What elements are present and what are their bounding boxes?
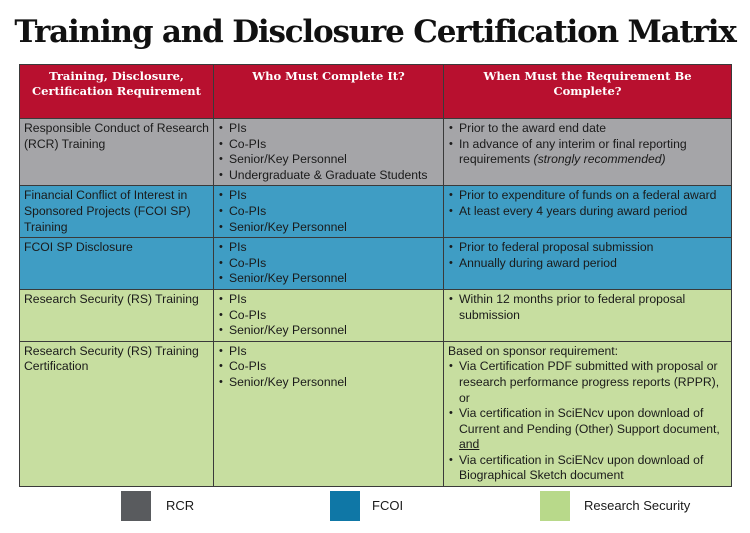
when-item: • Prior to the award end date bbox=[448, 121, 728, 137]
table-header-row bbox=[20, 65, 732, 119]
header-requirement: Training, Disclosure, Certification Requirement bbox=[20, 65, 214, 119]
who-item: • Co-PIs bbox=[218, 359, 440, 375]
when-item: • Within 12 months prior to federal proposal submission bbox=[448, 292, 728, 323]
legend-swatch-rcr bbox=[121, 491, 151, 521]
who-cell bbox=[214, 289, 444, 341]
who-item: • Co-PIs bbox=[218, 256, 440, 272]
requirement-cell: FCOI SP Disclosure bbox=[20, 238, 214, 290]
header-when: When Must the Requirement Be Complete? bbox=[444, 65, 732, 119]
when-item: • Prior to expenditure of funds on a federal award bbox=[448, 188, 728, 204]
emphasis-note: (strongly recommended) bbox=[533, 152, 666, 167]
who-item: • Senior/Key Personnel bbox=[218, 271, 440, 287]
page-title: Training and Disclosure Certification Matrix bbox=[14, 14, 736, 50]
who-item: • Senior/Key Personnel bbox=[218, 220, 440, 236]
who-item: • Co-PIs bbox=[218, 137, 440, 153]
requirement-cell: Responsible Conduct of Research (RCR) Training bbox=[20, 119, 214, 186]
who-item: • Senior/Key Personnel bbox=[218, 152, 440, 168]
table-row bbox=[20, 238, 732, 290]
who-cell bbox=[214, 341, 444, 486]
table-row bbox=[20, 341, 732, 486]
header-who: Who Must Complete It? bbox=[214, 65, 444, 119]
who-cell bbox=[214, 119, 444, 186]
who-item: • Undergraduate & Graduate Students bbox=[218, 168, 440, 184]
legend-swatch-research-security bbox=[540, 491, 570, 521]
when-item: • At least every 4 years during award period bbox=[448, 204, 728, 220]
when-item: • Via certification in SciENcv upon download of Current and Pending (Other) Support document, and bbox=[448, 406, 728, 453]
who-item: • Co-PIs bbox=[218, 204, 440, 220]
who-item: • PIs bbox=[218, 292, 440, 308]
who-item: • PIs bbox=[218, 121, 440, 137]
who-item: • Senior/Key Personnel bbox=[218, 375, 440, 391]
requirement-cell: Financial Conflict of Interest in Sponsored Projects (FCOI SP) Training bbox=[20, 186, 214, 238]
legend-label: FCOI bbox=[372, 498, 404, 513]
when-cell bbox=[444, 238, 732, 290]
when-cell bbox=[444, 289, 732, 341]
when-item: • Prior to federal proposal submission bbox=[448, 240, 728, 256]
requirement-cell: Research Security (RS) Training Certification bbox=[20, 341, 214, 486]
table-row bbox=[20, 186, 732, 238]
legend-label: RCR bbox=[166, 498, 195, 513]
when-cell bbox=[444, 341, 732, 486]
who-item: • PIs bbox=[218, 188, 440, 204]
who-cell bbox=[214, 186, 444, 238]
when-intro: Based on sponsor requirement: bbox=[448, 343, 619, 358]
table-row bbox=[20, 119, 732, 186]
when-cell bbox=[444, 119, 732, 186]
when-item: • Via Certification PDF submitted with proposal or research performance progress reports (RPPR), or bbox=[448, 359, 728, 406]
table-row bbox=[20, 289, 732, 341]
requirement-cell: Research Security (RS) Training bbox=[20, 289, 214, 341]
who-item: • PIs bbox=[218, 240, 440, 256]
when-item: • Via certification in SciENcv upon download of Biographical Sketch document bbox=[448, 453, 728, 484]
when-item: • In advance of any interim or final reporting requirements (strongly recommended) bbox=[448, 137, 728, 168]
legend-label: Research Security bbox=[584, 498, 691, 513]
certification-matrix-table bbox=[19, 64, 732, 487]
when-item: • Annually during award period bbox=[448, 256, 728, 272]
legend-swatch-fcoi bbox=[330, 491, 360, 521]
underlined-and: and bbox=[459, 437, 480, 452]
who-item: • Co-PIs bbox=[218, 308, 440, 324]
who-cell bbox=[214, 238, 444, 290]
when-cell bbox=[444, 186, 732, 238]
who-item: • Senior/Key Personnel bbox=[218, 323, 440, 339]
who-item: • PIs bbox=[218, 344, 440, 360]
